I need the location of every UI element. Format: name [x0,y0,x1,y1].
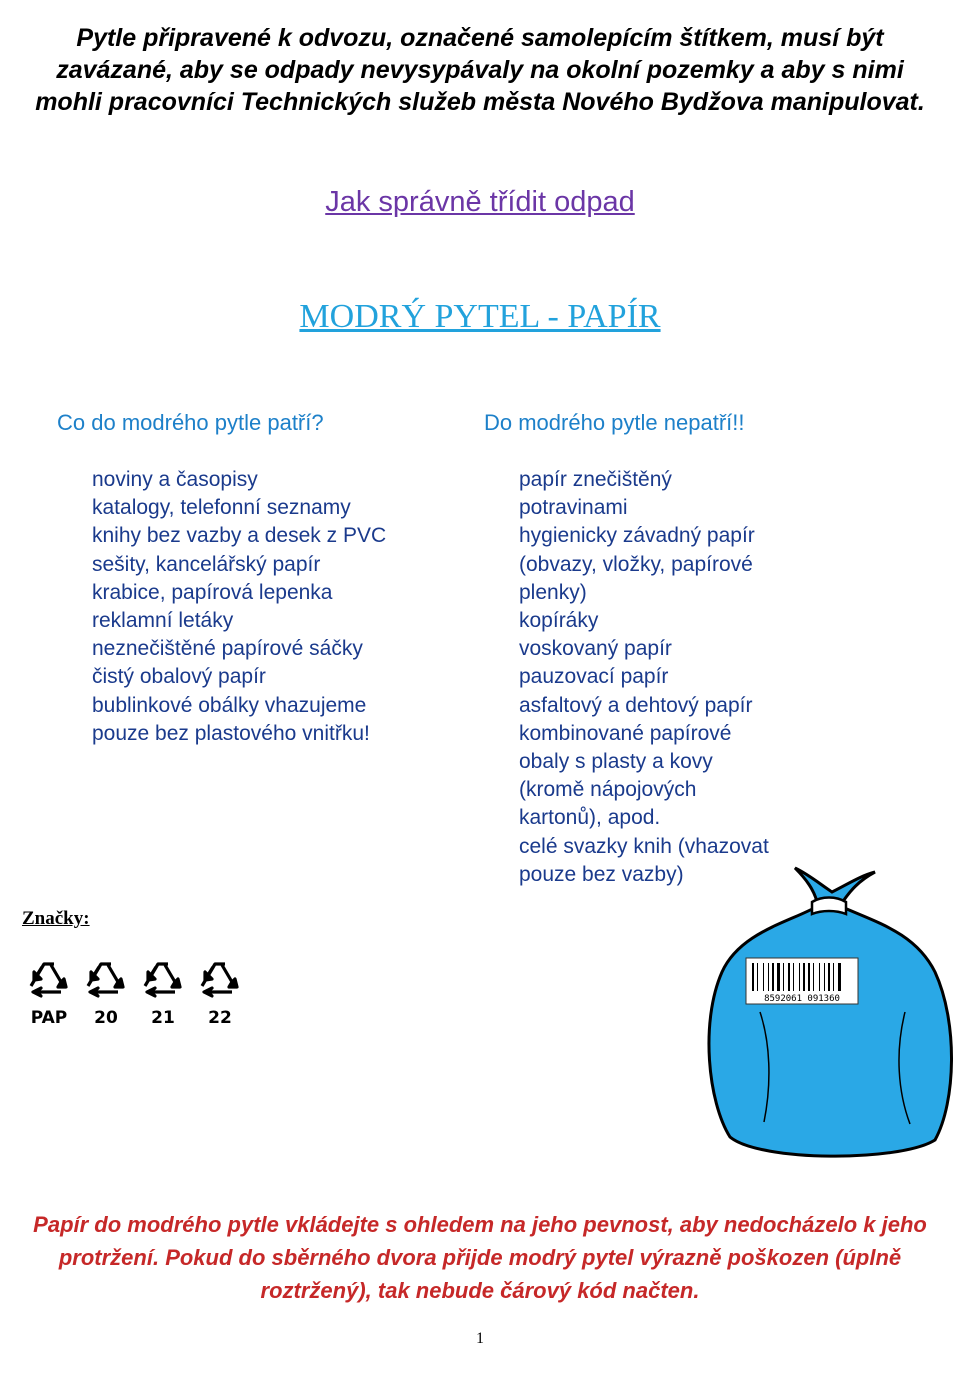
list-item: voskovaný papír [519,637,672,661]
not-belongs-list [519,466,839,889]
list-item: čistý obalový papír [92,665,266,689]
list-item: bublinkové obálky vhazujeme [92,693,367,717]
intro-paragraph: Pytle připravené k odvozu, označené samolepícím štítkem, musí být zavázané, aby se odpady nevysypávaly na okolní pozemky a aby s nimi mohli pracovníci Technických služeb města Nového Bydžova manipulovat. [35,24,925,116]
recycling-triangle-icon [88,964,123,996]
footer-note: Papír do modrého pytle vkládejte s ohledem na jeho pevnost, aby nedocházelo k jeho protržení. Pokud do sběrného dvora přijde modrý pytel výrazně poškozen (úplně roztržený), tak nebude čárový kód načten. [33,1212,927,1303]
page-number: 1 [476,1330,484,1347]
page-title: MODRÝ PYTEL - PAPÍR [299,298,661,335]
list-item: celé svazky knih (vhazovat [519,834,769,858]
recycling-symbols [25,962,255,1026]
list-item: kopíráky [519,609,599,633]
list-item: pouze bez vazby) [519,862,684,886]
recycling-triangle-icon [202,964,237,996]
list-item: asfaltový a dehtový papír [519,693,753,717]
list-item: obaly s plasty a kovy [519,750,713,774]
list-item: katalogy, telefonní seznamy [92,496,351,520]
list-item: (obvazy, vložky, papírové [519,552,753,576]
list-item: kartonů), apod. [519,806,661,830]
list-item: (kromě nápojových [519,778,697,802]
blue-bag-icon [700,862,958,1162]
list-item: hygienicky závadný papír [519,524,755,548]
list-item: sešity, kancelářský papír [92,552,321,576]
recycling-triangle-icon [145,964,180,996]
list-item: reklamní letáky [92,609,234,633]
list-item: neznečištěné papírové sáčky [92,637,363,661]
list-item: krabice, papírová lepenka [92,580,333,604]
recycling-code: 22 [208,1008,232,1026]
belongs-list [92,466,462,748]
list-item: potravinami [519,496,628,520]
recycling-code: 21 [151,1008,175,1026]
marks-label: Značky: [22,908,90,929]
list-item: kombinované papírové [519,721,732,745]
barcode-number: 8592061 091360 [764,994,840,1004]
list-item: noviny a časopisy [92,468,258,491]
list-item: pouze bez plastového vnitřku! [92,721,370,745]
belongs-heading: Co do modrého pytle patří? [57,410,324,435]
recycling-triangle-icon [31,964,66,996]
sorting-guide-link[interactable]: Jak správně třídit odpad [325,186,635,218]
recycling-code: 20 [94,1008,118,1026]
barcode-icon [746,958,858,1004]
list-item: plenky) [519,580,587,604]
recycling-code: PAP [30,1008,68,1026]
not-belongs-heading: Do modrého pytle nepatří!! [484,410,745,435]
list-item: knihy bez vazby a desek z PVC [92,524,387,548]
list-item: papír znečištěný [519,468,672,491]
list-item: pauzovací papír [519,665,669,689]
